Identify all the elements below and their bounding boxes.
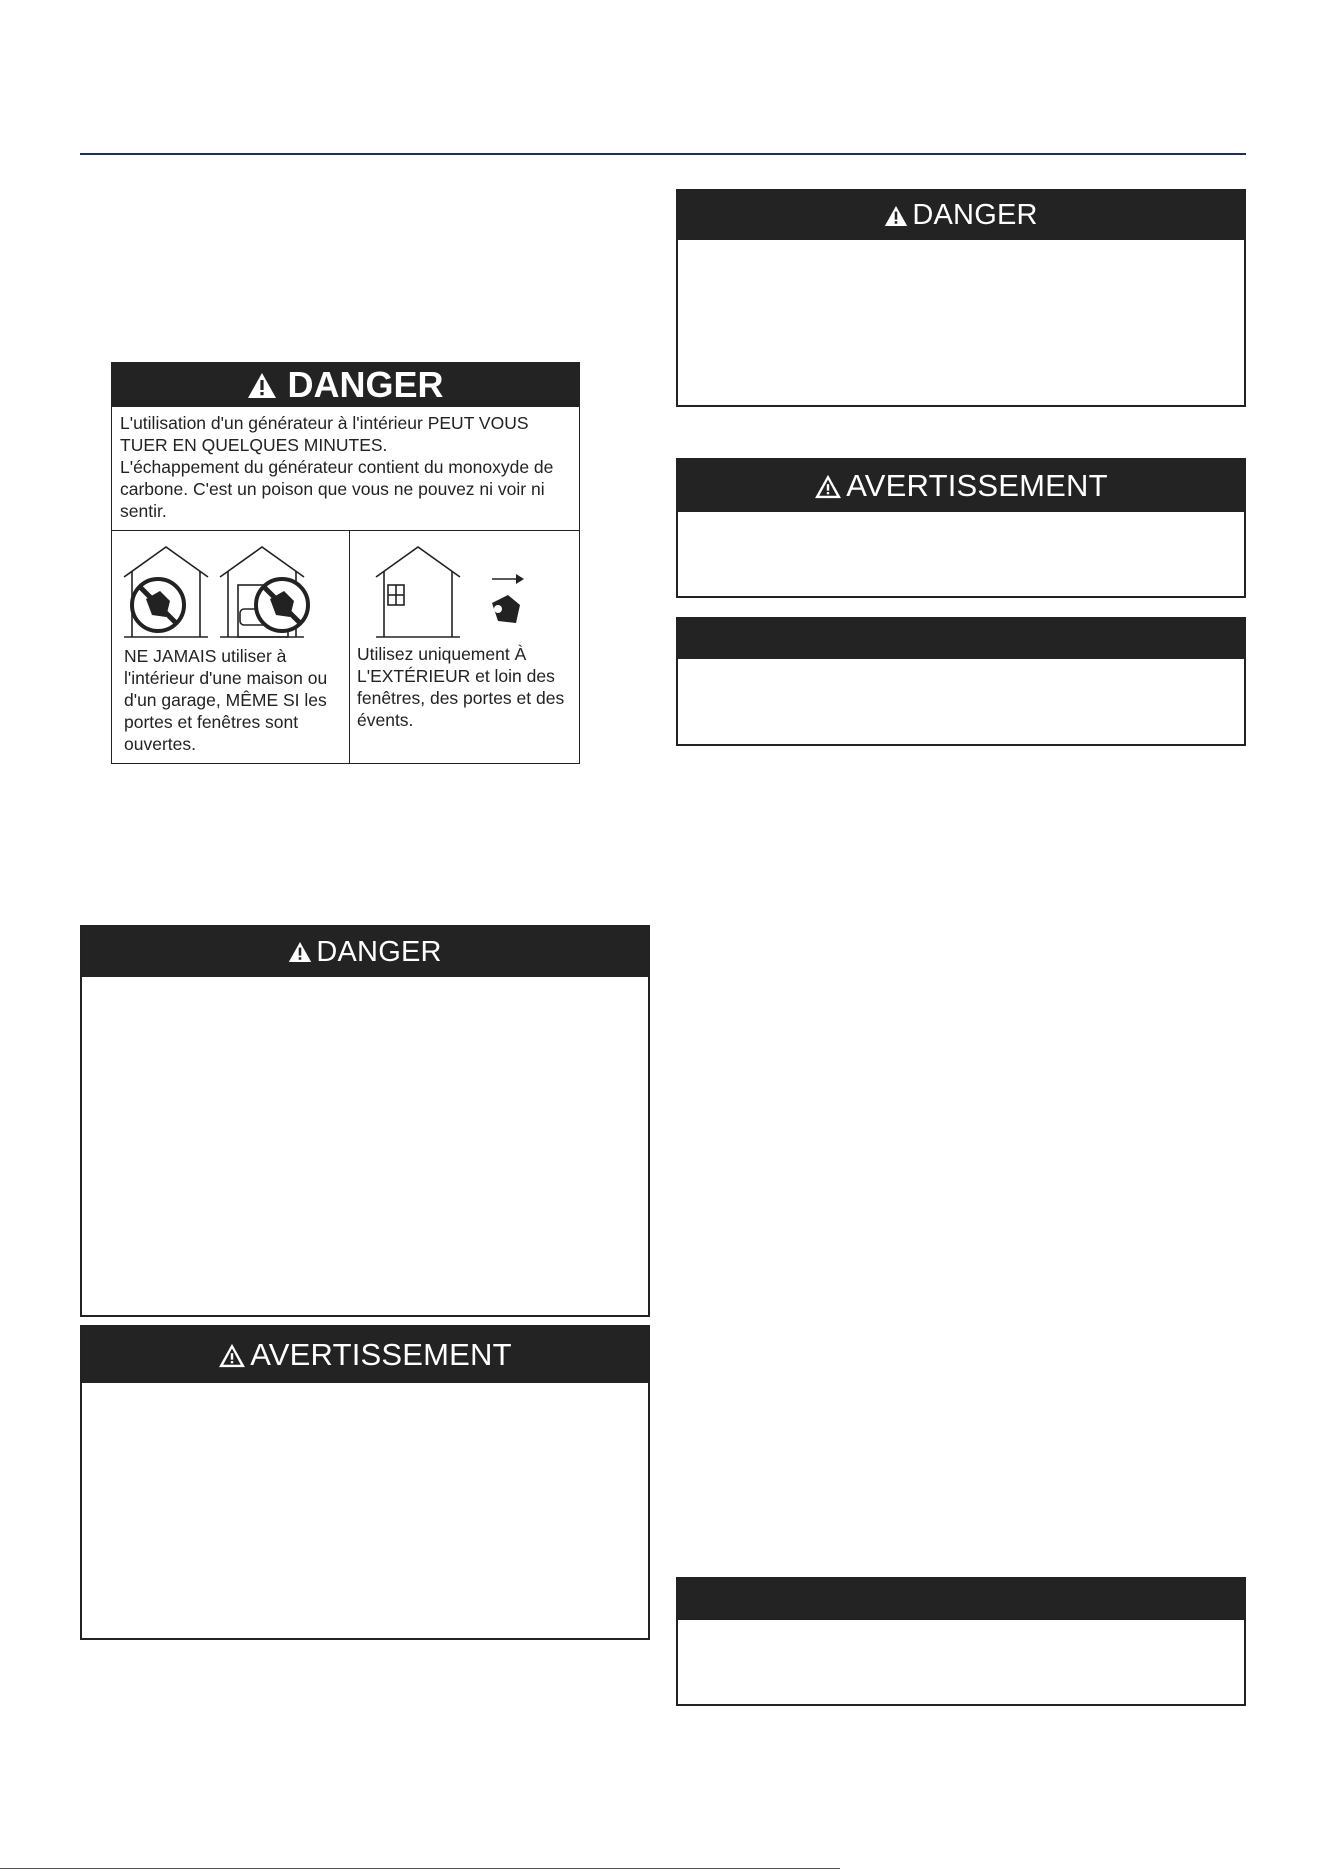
house-prohibited-icon (122, 543, 342, 639)
label-left-panel (112, 531, 350, 763)
warning-triangle-icon (247, 372, 277, 399)
warning-triangle-icon (814, 474, 842, 499)
right-danger-box (676, 189, 1246, 407)
generator-arrow-icon (492, 595, 520, 623)
left-danger-box (80, 925, 650, 1317)
label-header (112, 363, 579, 407)
left-warning-box (80, 1325, 650, 1640)
right-warning-box (676, 458, 1246, 598)
label-right-panel (350, 531, 579, 763)
right-notice-box-1 (676, 617, 1246, 746)
warning-triangle-icon (218, 1343, 246, 1368)
box-header: AVERTISSEMENT (82, 1327, 648, 1383)
right-notice-box-2 (676, 1577, 1246, 1706)
right-caption: Utilisez uniquement À L'EXTÉRIEUR et loin des fenêtres, des portes et des évents. (357, 644, 565, 730)
box-header (678, 1579, 1244, 1620)
top-rule (80, 153, 1246, 155)
left-caption: NE JAMAIS utiliser à l'intérieur d'une maison ou d'un garage, MÊME SI les portes et fenêtres sont ouvertes. (124, 646, 328, 754)
warning-triangle-icon (288, 941, 312, 963)
house-outdoor-icon (374, 543, 534, 639)
warning-triangle-icon (884, 205, 908, 227)
label-heading: DANGER (287, 364, 444, 405)
box-header: AVERTISSEMENT (678, 460, 1244, 512)
box-header: DANGER (82, 927, 648, 977)
box-header (678, 619, 1244, 659)
label-top-text: L'utilisation d'un générateur à l'intérieur PEUT VOUS TUER EN QUELQUES MINUTES. L'échappement du générateur contient du monoxyde de carbone. C'est un poison que vous ne pouvez ni voir ni sentir. (112, 407, 579, 531)
box-header: DANGER (678, 191, 1244, 240)
co-danger-label (111, 362, 580, 764)
bottom-rule (0, 1868, 840, 1869)
